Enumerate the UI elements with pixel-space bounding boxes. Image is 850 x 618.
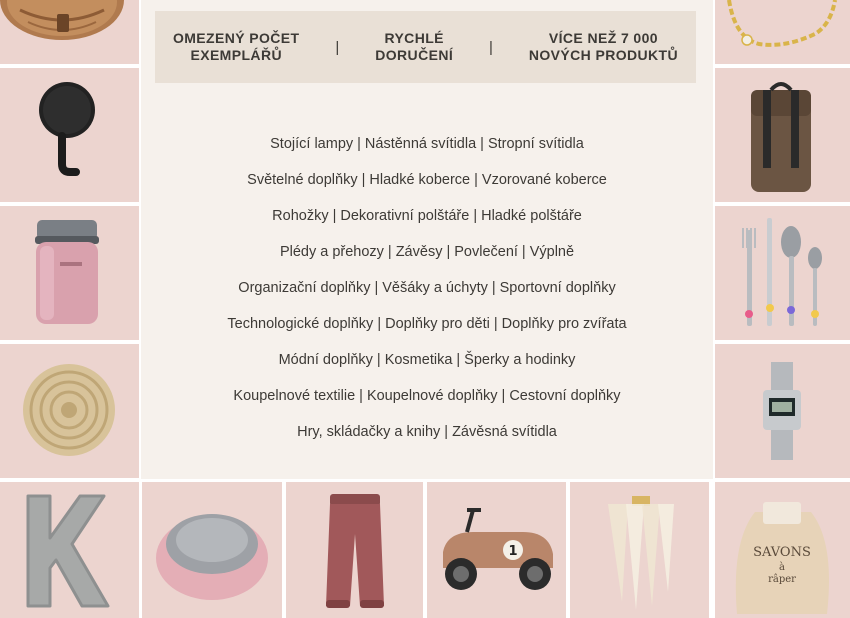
category-link[interactable]: Technologické doplňky [227, 316, 374, 332]
category-link[interactable]: Povlečení [454, 244, 518, 260]
category-row [141, 198, 713, 234]
category-link[interactable]: Hladké koberce [369, 172, 471, 188]
woven-placemat-image [0, 344, 139, 478]
category-link[interactable]: Módní doplňky [278, 352, 373, 368]
category-separator: | [376, 352, 381, 368]
food-thermos-image [0, 206, 139, 340]
product-tile-kids-cutlery-set[interactable] [715, 206, 850, 340]
product-tile-wall-hook[interactable] [0, 68, 139, 202]
category-separator: | [361, 172, 366, 188]
category-link[interactable]: Koupelnové doplňky [366, 388, 498, 404]
category-row [141, 414, 713, 450]
category-link[interactable]: Věšáky a úchyty [382, 280, 488, 296]
category-row [141, 234, 713, 270]
category-row [141, 378, 713, 414]
jogger-pants-image [286, 482, 423, 618]
banner-separator: | [335, 38, 340, 56]
category-separator: | [456, 352, 461, 368]
usp-fast-delivery-line1: RYCHLÉ [384, 30, 444, 46]
product-tile-canvas-backpack[interactable] [715, 68, 850, 202]
category-link[interactable]: Stropní svítidla [487, 136, 584, 152]
aroma-diffuser-image [0, 0, 139, 64]
kids-cutlery-set-image [715, 206, 850, 340]
usp-fast-delivery-line2: DORUČENÍ [375, 47, 454, 63]
toy-ride-on-car-image [427, 482, 566, 618]
category-link[interactable]: Organizační doplňky [238, 280, 371, 296]
category-separator: | [377, 316, 382, 332]
category-link[interactable]: Hry, skládačky a knihy [297, 424, 441, 440]
category-link[interactable]: Stojící lampy [270, 136, 354, 152]
category-link[interactable]: Světelné doplňky [247, 172, 358, 188]
usp-new-products-line2: NOVÝCH PRODUKTŮ [528, 47, 678, 63]
product-tile-woven-placemat[interactable] [0, 344, 139, 478]
category-link[interactable]: Šperky a hodinky [464, 352, 576, 368]
category-link[interactable]: Koupelnové textilie [233, 388, 356, 404]
soap-bag-label-line2: à [779, 562, 785, 573]
category-separator: | [374, 280, 379, 296]
soap-bag-label-line1: SAVONS [753, 545, 811, 560]
product-tile-gold-chain-necklace[interactable] [715, 0, 850, 64]
gold-chain-necklace-image [715, 0, 850, 64]
category-separator: | [446, 244, 451, 260]
category-link[interactable]: Závěsná svítidla [452, 424, 557, 440]
letter-k-pillow-image [0, 482, 139, 618]
pet-bed-image [142, 482, 282, 618]
product-tile-pet-bed[interactable] [142, 482, 282, 618]
category-link[interactable]: Výplně [529, 244, 575, 260]
usp-banner [155, 11, 696, 83]
category-separator: | [473, 208, 478, 224]
category-separator: | [521, 244, 526, 260]
usp-limited-stock [173, 30, 300, 64]
digital-watch-image [715, 344, 850, 478]
product-tile-soap-bag[interactable] [715, 482, 850, 618]
category-link[interactable]: Sportovní doplňky [499, 280, 616, 296]
category-row [141, 126, 713, 162]
banner-separator: | [489, 38, 493, 56]
category-separator: | [444, 424, 449, 440]
category-separator: | [357, 136, 361, 152]
category-link[interactable]: Dekorativní polštáře [340, 208, 470, 224]
toy-car-number: 1 [508, 544, 518, 559]
category-link[interactable]: Kosmetika [384, 352, 453, 368]
category-row [141, 162, 713, 198]
product-tile-letter-k-pillow[interactable] [0, 482, 139, 618]
usp-limited-stock-line1: OMEZENÝ POČET [172, 30, 300, 46]
canvas-backpack-image [715, 68, 850, 202]
category-link[interactable]: Doplňky pro zvířata [501, 316, 627, 332]
category-row [141, 342, 713, 378]
category-link-list [141, 126, 713, 450]
soap-bag-label-line3: râper [768, 574, 796, 585]
category-link[interactable]: Plédy a přehozy [279, 244, 384, 260]
category-separator: | [501, 388, 506, 404]
soap-bag-image [715, 482, 850, 618]
category-link[interactable]: Cestovní doplňky [509, 388, 621, 404]
product-tile-glass-wall-lamp[interactable] [570, 482, 709, 618]
usp-fast-delivery [375, 30, 453, 64]
category-link[interactable]: Závěsy [395, 244, 443, 260]
wall-hook-image [0, 68, 139, 202]
usp-limited-stock-line2: EXEMPLÁŘŮ [190, 47, 282, 63]
category-row [141, 270, 713, 306]
product-tile-digital-watch[interactable] [715, 344, 850, 478]
usp-new-products [529, 30, 678, 64]
product-tile-toy-ride-on-car[interactable] [427, 482, 566, 618]
usp-new-products-line1: VÍCE NEŽ 7 000 [548, 30, 658, 46]
category-separator: | [493, 316, 498, 332]
category-separator: | [332, 208, 337, 224]
category-row [141, 306, 713, 342]
category-link[interactable]: Nástěnná svítidla [364, 136, 477, 152]
product-tile-jogger-pants[interactable] [286, 482, 423, 618]
category-separator: | [387, 244, 392, 260]
category-link[interactable]: Rohožky [272, 208, 329, 224]
product-tile-food-thermos[interactable] [0, 206, 139, 340]
product-tile-aroma-diffuser[interactable] [0, 0, 139, 64]
category-separator: | [491, 280, 496, 296]
category-link[interactable]: Doplňky pro děti [385, 316, 490, 332]
glass-wall-lamp-image [570, 482, 709, 618]
category-separator: | [480, 136, 484, 152]
category-separator: | [359, 388, 363, 404]
category-link[interactable]: Vzorované koberce [481, 172, 607, 188]
category-separator: | [474, 172, 478, 188]
category-link[interactable]: Hladké polštáře [481, 208, 582, 224]
